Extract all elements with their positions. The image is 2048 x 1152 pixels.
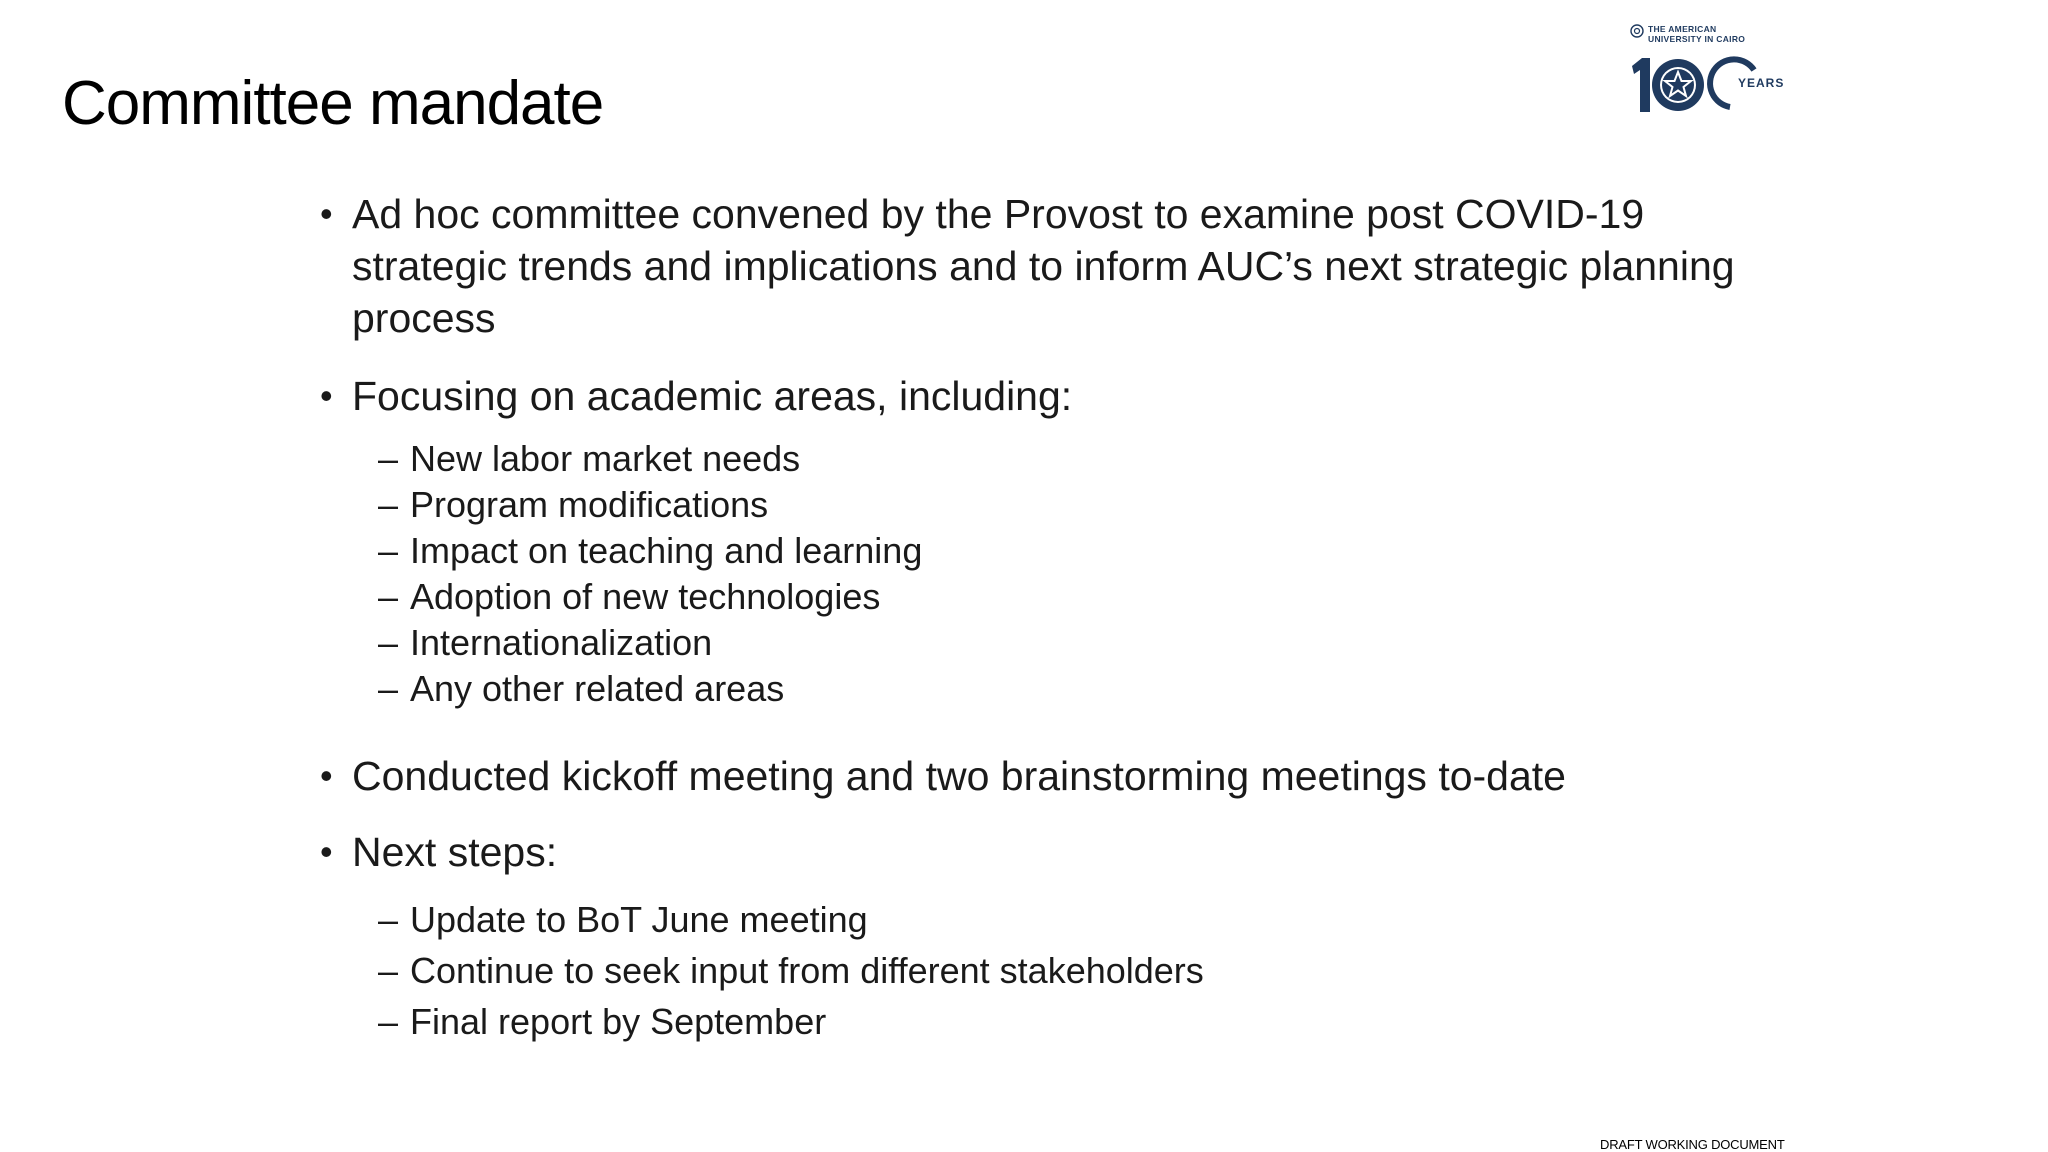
bullet-marker: •	[320, 375, 333, 416]
dash-marker: –	[378, 950, 399, 991]
dash-marker: –	[378, 484, 399, 525]
list-item	[378, 436, 1780, 482]
list-item-text: Internationalization	[410, 622, 713, 663]
bullet-committee-purpose	[320, 188, 1772, 344]
list-item-text: Final report by September	[410, 1001, 827, 1042]
university-seal-icon	[1630, 24, 1644, 38]
logo-header	[1630, 24, 1745, 44]
logo-university-name	[1648, 24, 1745, 44]
bullet-marker: •	[320, 755, 333, 796]
dash-marker: –	[378, 530, 399, 571]
list-item	[378, 996, 1780, 1047]
list-item	[378, 620, 1780, 666]
list-item-text: Any other related areas	[410, 668, 785, 709]
list-item-text: Adoption of new technologies	[410, 576, 881, 617]
draft-footer-label: DRAFT WORKING DOCUMENT	[1600, 1137, 1785, 1152]
logo-name-line2: UNIVERSITY IN CAIRO	[1648, 34, 1746, 44]
list-item-text: New labor market needs	[410, 438, 801, 479]
dash-marker: –	[378, 899, 399, 940]
dash-marker: –	[378, 576, 399, 617]
list-item	[378, 666, 1780, 712]
list-item	[378, 482, 1780, 528]
logo-years-label: YEARS	[1738, 76, 1785, 90]
auc-100-years-logo	[1630, 24, 1790, 120]
list-item	[378, 894, 1780, 945]
list-item	[378, 574, 1780, 620]
next-steps-list	[320, 894, 1780, 1047]
bullet-next-steps	[320, 826, 1780, 878]
bullet-text: Focusing on academic areas, including:	[352, 373, 1073, 419]
list-item-text: Impact on teaching and learning	[410, 530, 923, 571]
dash-marker: –	[378, 622, 399, 663]
slide-content	[320, 188, 1780, 1047]
bullet-academic-focus	[320, 370, 1780, 422]
bullet-marker: •	[320, 193, 333, 234]
academic-areas-list	[320, 436, 1780, 712]
bullet-text: Conducted kickoff meeting and two brainstorming meetings to-date	[352, 753, 1566, 799]
list-item	[378, 528, 1780, 574]
list-item-text: Program modifications	[410, 484, 769, 525]
bullet-text: Ad hoc committee convened by the Provost to examine post COVID-19 strategic trends and implications and to inform AUC’s next strategic planning process	[352, 191, 1735, 341]
list-item	[378, 945, 1780, 996]
list-item-text: Update to BoT June meeting	[410, 899, 868, 940]
bullet-marker: •	[320, 831, 333, 872]
list-item-text: Continue to seek input from different stakeholders	[410, 950, 1204, 991]
dash-marker: –	[378, 668, 399, 709]
logo-name-line1: THE AMERICAN	[1648, 24, 1717, 34]
dash-marker: –	[378, 438, 399, 479]
bullet-text: Next steps:	[352, 829, 558, 875]
slide-title: Committee mandate	[62, 69, 604, 138]
dash-marker: –	[378, 1001, 399, 1042]
bullet-meetings-conducted	[320, 750, 1780, 802]
